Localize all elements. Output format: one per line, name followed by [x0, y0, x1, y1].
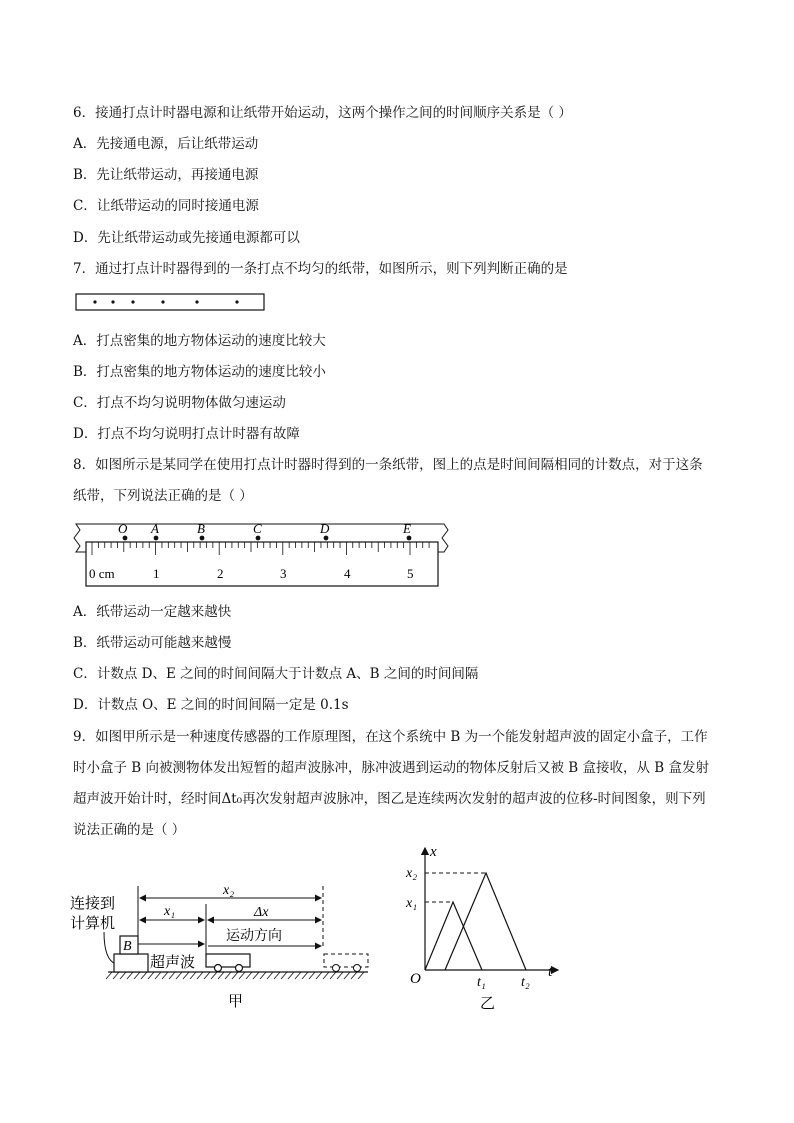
ground-hatch-line [232, 972, 238, 979]
q7-dot [131, 300, 134, 303]
q7-stem: 7．通过打点计时器得到的一条打点不均匀的纸带，如图所示，则下列判断正确的是 [73, 261, 568, 277]
q8-label-b: B [197, 521, 205, 536]
ground-hatch-line [211, 972, 217, 979]
q9-cart-later-wheel [333, 965, 340, 972]
q8-label-e: E [403, 521, 411, 536]
ground-hatch-line [148, 972, 154, 979]
ground-hatch-line [239, 972, 245, 979]
ground-hatch-line [302, 972, 308, 979]
q9-stem-line3: 超声波开始计时，经时间Δt₀再次发射超声波脉冲，图乙是连续两次发射的超声波的位移-时间图象，则下列 [73, 791, 706, 807]
q9-stem-line2: 时小盒子 B 向被测物体发出短暂的超声波脉冲，脉冲波遇到运动的物体反射后又被 B 盒接收，从 B 盒发射 [73, 760, 710, 776]
ground-hatch-line [281, 972, 287, 979]
q7-dot [111, 300, 114, 303]
q8-point-d [324, 536, 329, 541]
ground-hatch-line [204, 972, 210, 979]
q8-point-a [154, 536, 159, 541]
q8-label-d: D [320, 521, 330, 536]
q7-dot [195, 300, 198, 303]
ground-hatch-line [309, 972, 315, 979]
q9-wave-label: 超声波 [150, 953, 196, 971]
q9-figure-a-caption: 甲 [228, 992, 244, 1010]
ground-hatch-line [218, 972, 224, 979]
q7-option-c: C．打点不均匀说明物体做匀速运动 [73, 395, 286, 411]
q7-dot [161, 300, 164, 303]
q9-graph-x-label: t [548, 964, 553, 980]
ground-hatch-line [246, 972, 252, 979]
ground-hatch-line [120, 972, 126, 979]
q9-stem-line4: 说法正确的是（ ） [73, 822, 186, 838]
q6-option-b: B．先让纸带运动，再接通电源 [73, 167, 259, 183]
q8-label-o: O [118, 521, 128, 536]
q8-point-b [200, 536, 205, 541]
ground-hatch-line [176, 972, 182, 979]
q9-cart-wheel [215, 965, 222, 972]
q9-box-b-label: B [123, 939, 132, 954]
ground-hatch-line [330, 972, 336, 979]
q8-scale-1: 1 [153, 566, 160, 581]
ground-hatch-line [113, 972, 119, 979]
ground-hatch-line [162, 972, 168, 979]
ground-hatch-line [351, 972, 357, 979]
q9-graph-tick-t2: t₂ [521, 975, 530, 990]
ground-hatch-line [106, 972, 112, 979]
q9-graph-first-pulse [425, 902, 482, 970]
ground-hatch-line [197, 972, 203, 979]
q8-label-a: A [151, 521, 159, 536]
q6-option-a: A．先接通电源，后让纸带运动 [73, 136, 259, 152]
q9-computer-label-line1: 连接到 [70, 894, 116, 912]
q8-option-a: A．纸带运动一定越来越快 [73, 604, 232, 620]
ground-hatch-line [127, 972, 133, 979]
ground-hatch-line [134, 972, 140, 979]
q8-stem-line1: 8．如图所示是某同学在使用打点计时器时得到的一条纸带，图上的点是时间间隔相同的计数点，对于这条 [73, 457, 703, 473]
q6-stem: 6．接通打点计时器电源和让纸带开始运动，这两个操作之间的时间顺序关系是（ ） [73, 105, 572, 121]
q9-computer-label-line2: 计算机 [70, 914, 116, 932]
q9-figure-b-caption: 乙 [480, 994, 496, 1012]
ground-hatch-line [337, 972, 343, 979]
ground-hatch-line [141, 972, 147, 979]
q9-graph-origin: O [410, 971, 421, 987]
q9-stem-line1: 9．如图甲所示是一种速度传感器的工作原理图，在这个系统中 B 为一个能发射超声波的固定小盒子，工作 [73, 729, 708, 745]
q9-graph-y-label: x [430, 844, 437, 860]
q7-option-b: B．打点密集的地方物体运动的速度比较小 [73, 364, 326, 380]
ground-hatch-line [316, 972, 322, 979]
q9-x2-label: x₂ [223, 883, 235, 898]
q8-point-c [256, 536, 261, 541]
q9-graph-tick-t1: t₁ [477, 975, 486, 990]
q9-graph-tick-x2: x₂ [406, 866, 418, 881]
q9-ground-hatch [106, 972, 364, 979]
q9-cart-later [324, 954, 368, 967]
ground-hatch-line [155, 972, 161, 979]
q7-option-a: A．打点密集的地方物体运动的速度比较大 [73, 333, 326, 349]
q8-option-d: D．计数点 O、E 之间的时间间隔一定是 0.1s [73, 697, 349, 713]
q9-figure-a [68, 868, 378, 1016]
q9-x1-label: x₁ [164, 904, 176, 919]
q8-ruler [86, 542, 438, 586]
q7-dot [93, 300, 96, 303]
q9-direction-label: 运动方向 [226, 928, 282, 944]
ground-hatch-line [358, 972, 364, 979]
ground-hatch-line [260, 972, 266, 979]
q9-figure-b [400, 840, 566, 1016]
q8-scale-0: 0 cm [89, 566, 115, 581]
ground-hatch-line [253, 972, 259, 979]
ground-hatch-line [190, 972, 196, 979]
q8-point-o [123, 536, 128, 541]
ground-hatch-line [288, 972, 294, 979]
q9-graph-second-pulse [445, 873, 526, 970]
q8-stem-line2: 纸带，下列说法正确的是（ ） [73, 488, 253, 504]
q8-option-b: B．纸带运动可能越来越慢 [73, 635, 232, 651]
q9-cart [206, 954, 250, 967]
q8-point-e [407, 536, 412, 541]
q7-tape-figure [75, 292, 267, 314]
ground-hatch-line [183, 972, 189, 979]
ground-hatch-line [267, 972, 273, 979]
q8-label-c: C [253, 521, 262, 536]
q7-dot [235, 300, 238, 303]
q6-option-c: C．让纸带运动的同时接通电源 [73, 198, 259, 214]
q8-scale-3: 3 [280, 566, 287, 581]
ground-hatch-line [274, 972, 280, 979]
ground-hatch-line [323, 972, 329, 979]
ground-hatch-line [169, 972, 175, 979]
q6-option-d: D．先让纸带运动或先接通电源都可以 [73, 230, 300, 246]
q7-option-d: D．打点不均匀说明打点计时器有故障 [73, 426, 300, 442]
q8-scale-5: 5 [407, 566, 414, 581]
q8-option-c: C．计数点 D、E 之间的时间间隔大于计数点 A、B 之间的时间间隔 [73, 666, 479, 682]
q9-base-block [114, 954, 148, 972]
q9-graph-tick-x1: x₁ [406, 896, 418, 911]
q9-dx-label: Δx [254, 905, 269, 920]
ground-hatch-line [225, 972, 231, 979]
q8-scale-2: 2 [217, 566, 224, 581]
q8-tape-ruler-figure [72, 518, 454, 590]
ground-hatch-line [344, 972, 350, 979]
q8-scale-4: 4 [344, 566, 351, 581]
ground-hatch-line [295, 972, 301, 979]
q9-cart-wheel [236, 965, 243, 972]
q9-cart-later-wheel [354, 965, 361, 972]
